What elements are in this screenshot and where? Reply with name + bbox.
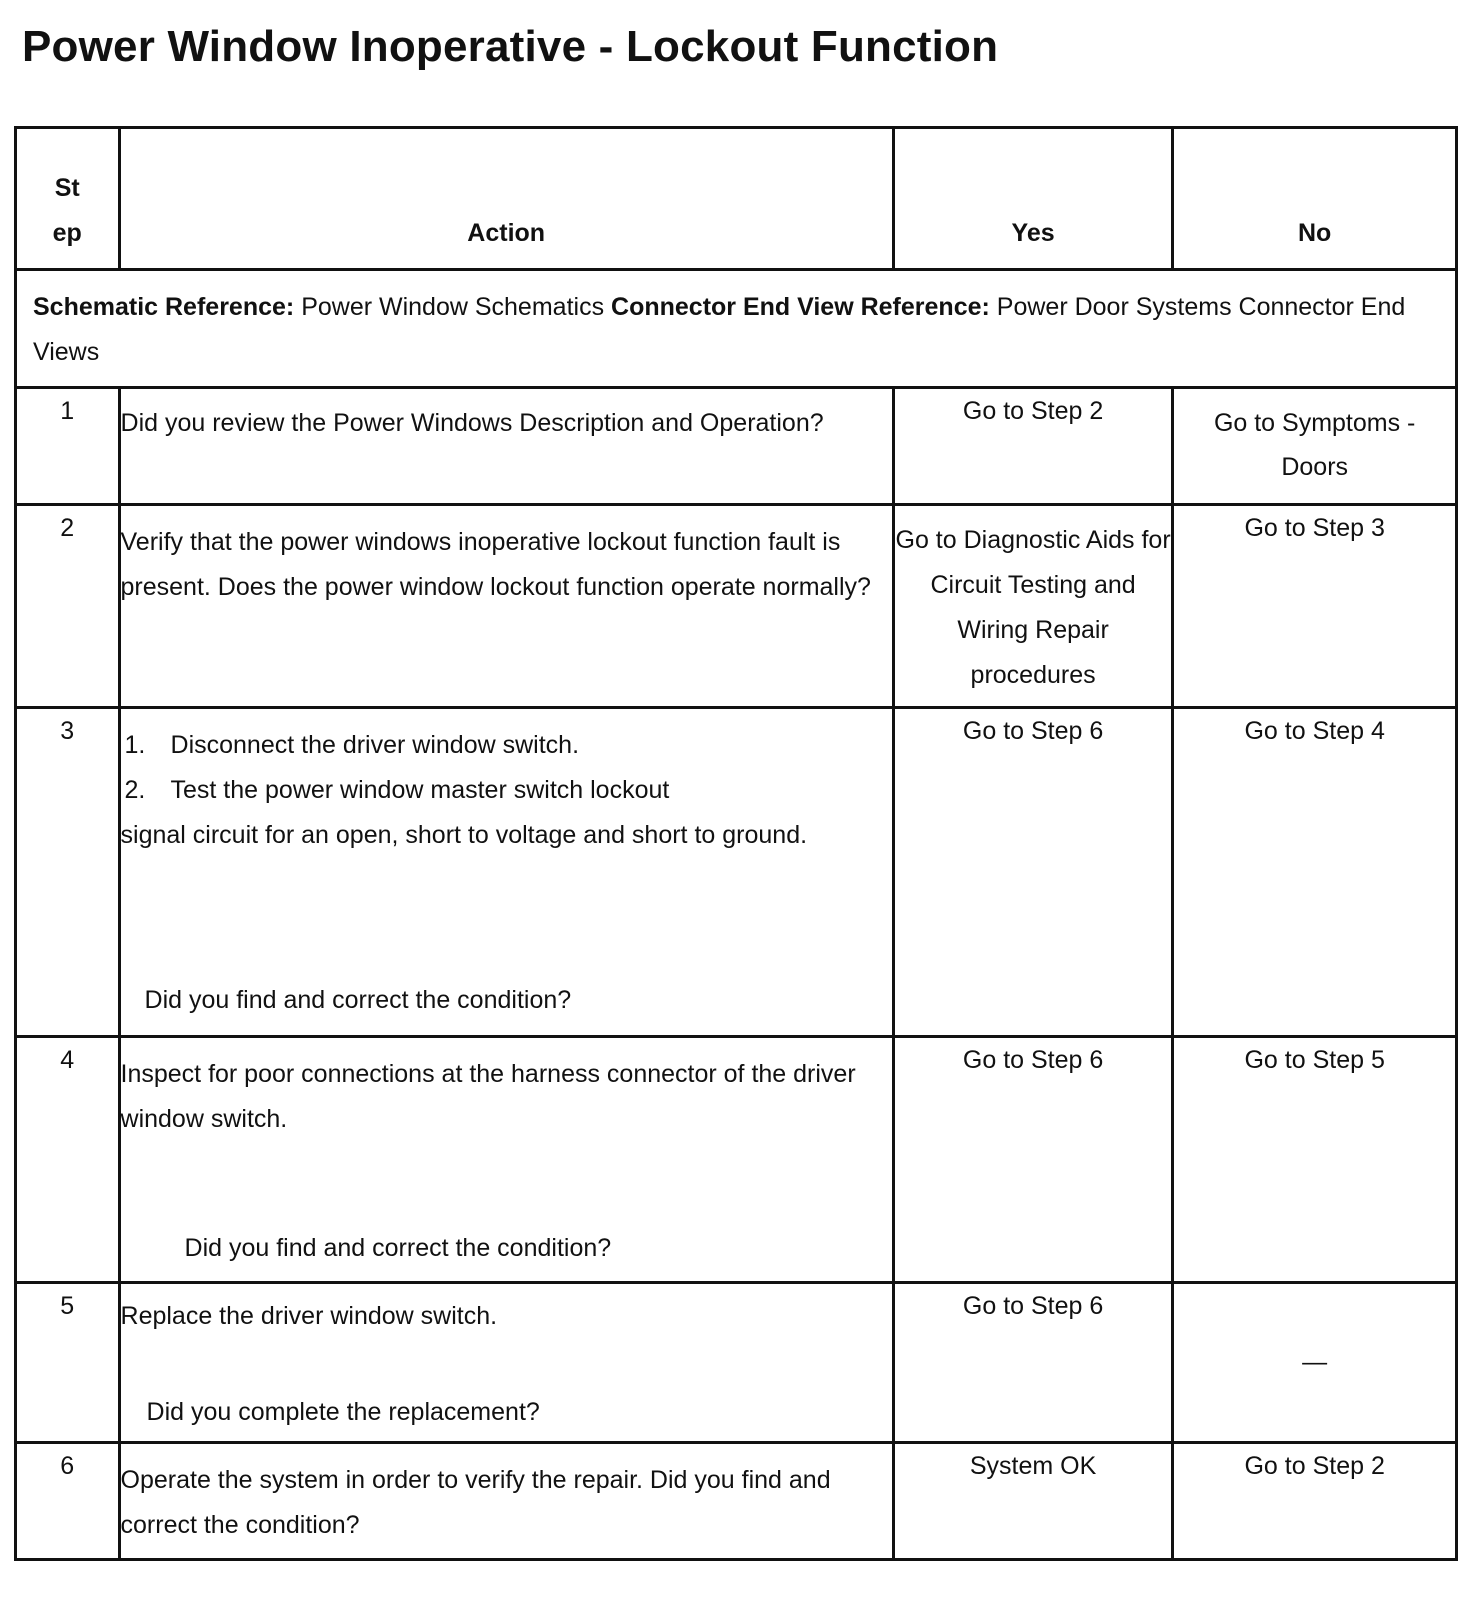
step-number: 4: [16, 1037, 120, 1283]
step-question: Did you find and correct the condition?: [184, 1234, 612, 1262]
connector-reference-label: Connector End View Reference:: [611, 293, 990, 321]
list-item: 1. Disconnect the driver window switch.: [124, 731, 580, 759]
header-yes: Yes: [893, 128, 1173, 270]
table-row: [16, 1443, 1457, 1560]
step-yes-link[interactable]: Go to Step 2: [893, 388, 1173, 505]
step-no-value: —: [1173, 1283, 1457, 1443]
step-number: 6: [16, 1443, 120, 1560]
step-no-link[interactable]: Go to Step 5: [1173, 1037, 1457, 1283]
list-item-continuation: signal circuit for an open, short to voltage and short to ground.: [120, 821, 808, 849]
step-number: 2: [16, 505, 120, 708]
step-no-link[interactable]: Go to Step 3: [1173, 505, 1457, 708]
step-no-link[interactable]: Go to Step 2: [1173, 1443, 1457, 1560]
step-question: Did you find and correct the condition?: [144, 986, 572, 1014]
step-number: 1: [16, 388, 120, 505]
step-yes-value: System OK: [893, 1443, 1173, 1560]
table-row: [16, 388, 1457, 505]
step-action: Verify that the power windows inoperative lockout function fault is present. Does the power window lockout function operate normally?: [119, 505, 893, 708]
header-action: Action: [119, 128, 893, 270]
header-no: No: [1173, 128, 1457, 270]
schematic-reference-label: Schematic Reference:: [33, 293, 295, 321]
step-no-link[interactable]: Go to Symptoms - Doors: [1173, 388, 1457, 505]
step-action: [119, 1283, 893, 1443]
table-row: [16, 1037, 1457, 1283]
table-row: [16, 708, 1457, 1037]
list-item: 2. Test the power window master switch lockout: [124, 776, 670, 804]
step-action: [119, 1037, 893, 1283]
header-row: [16, 128, 1457, 270]
schematic-reference-link[interactable]: Power Window Schematics: [301, 293, 605, 321]
step-yes-link[interactable]: Go to Step 6: [893, 1283, 1173, 1443]
step-action: Operate the system in order to verify the repair. Did you find and correct the condition?: [119, 1443, 893, 1560]
step-action: Did you review the Power Windows Description and Operation?: [119, 388, 893, 505]
step-action-text: Replace the driver window switch.: [120, 1302, 498, 1330]
step-number: 3: [16, 708, 120, 1037]
step-question: Did you complete the replacement?: [146, 1398, 540, 1426]
header-step: St ep: [16, 128, 120, 270]
reference-cell: [16, 270, 1457, 388]
step-number: 5: [16, 1283, 120, 1443]
diagnostic-table: [14, 126, 1458, 1561]
page-title: Power Window Inoperative - Lockout Function: [22, 22, 999, 71]
step-yes-link[interactable]: Go to Step 6: [893, 708, 1173, 1037]
reference-row: [16, 270, 1457, 388]
step-yes-link[interactable]: Go to Step 6: [893, 1037, 1173, 1283]
step-no-link[interactable]: Go to Step 4: [1173, 708, 1457, 1037]
step-action-text: Inspect for poor connections at the harness connector of the driver window switch.: [120, 1060, 856, 1133]
table-row: [16, 505, 1457, 708]
step-yes-link[interactable]: Go to Diagnostic Aids for Circuit Testing and Wiring Repair procedures: [893, 505, 1173, 708]
step-action: [119, 708, 893, 1037]
table-row: [16, 1283, 1457, 1443]
connector-reference-link[interactable]: Power Door Systems Connector End Views: [33, 293, 1406, 366]
